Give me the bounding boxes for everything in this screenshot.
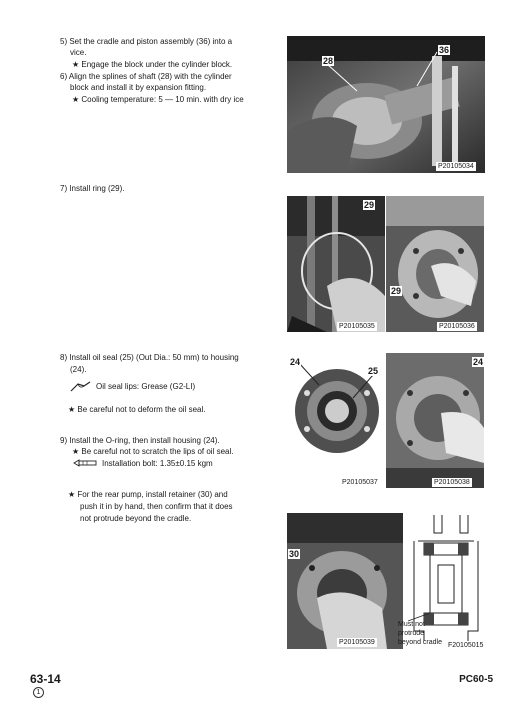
figure6-callout-30: 30 — [289, 549, 300, 559]
page-number: 63-14 — [30, 672, 61, 686]
figure7-note-line1: Must not — [398, 621, 425, 628]
figure-housing-installed-photo — [386, 353, 484, 488]
figure2-caption: P20105035 — [339, 323, 375, 330]
rear-pump-line2: push it in by hand, then confirm that it does — [80, 502, 233, 511]
figure7-note-line3: beyond cradle — [398, 639, 442, 646]
figure-ring-install-photo — [287, 196, 385, 332]
rear-pump-line1: ★ For the rear pump, install retainer (30) and — [68, 490, 228, 499]
step-7-line1: 7) Install ring (29). — [60, 184, 125, 193]
figure1-callout-36: 36 — [439, 45, 450, 55]
figure4-caption: P20105037 — [342, 479, 378, 486]
step-9-bolt: Installation bolt: 1.35±0.15 kgm — [102, 459, 213, 468]
figure1-caption: P20105034 — [438, 163, 474, 170]
figure2-callout-29: 29 — [364, 200, 375, 210]
step-8-line1: 8) Install oil seal (25) (Out Dia.: 50 mm) to housing — [60, 353, 239, 362]
figure5-callout-24: 24 — [473, 357, 484, 367]
figure5-caption: P20105038 — [434, 479, 470, 486]
step-8-lips: Oil seal lips: Grease (G2-LI) — [96, 382, 196, 391]
step-9-line1: 9) Install the O-ring, then install housing (24). — [60, 436, 220, 445]
figure-cradle-assembly-photo — [287, 36, 485, 173]
figure1-callout-28: 28 — [323, 56, 334, 66]
rear-pump-line3: not protrude beyond the cradle. — [80, 514, 192, 523]
step-8-note: ★ Be careful not to deform the oil seal. — [68, 405, 206, 414]
revision-badge: 1 — [33, 687, 44, 698]
figure7-note-line2: protrude — [398, 630, 425, 637]
step-6-line1: 6) Align the splines of shaft (28) with the cylinder — [60, 72, 232, 81]
figure3-callout-29: 29 — [391, 286, 402, 296]
figure6-caption: P20105039 — [339, 639, 375, 646]
figure-retainer-photo — [287, 513, 403, 649]
step-6-note: ★ Cooling temperature: 5 — 10 min. with dry ice — [72, 95, 244, 104]
figure-ring-closeup-photo — [386, 196, 484, 332]
step-5-line1: 5) Set the cradle and piston assembly (36) into a — [60, 37, 233, 46]
model-name: PC60-5 — [459, 674, 493, 685]
figure7-caption: F20105015 — [448, 642, 484, 649]
figure3-caption: P20105036 — [439, 323, 475, 330]
step-9-note: ★ Be careful not to scratch the lips of oil seal. — [72, 447, 234, 456]
figure4-callout-24: 24 — [290, 357, 301, 367]
step-5-line2: vice. — [70, 48, 87, 57]
step-6-line2: block and install it by expansion fitting. — [70, 83, 207, 92]
step-5-note: ★ Engage the block under the cylinder block. — [72, 60, 233, 69]
grease-icon — [70, 380, 92, 392]
step-8-line2: (24). — [70, 365, 87, 374]
wrench-torque-icon — [72, 458, 98, 468]
figure4-callout-25: 25 — [368, 366, 379, 376]
